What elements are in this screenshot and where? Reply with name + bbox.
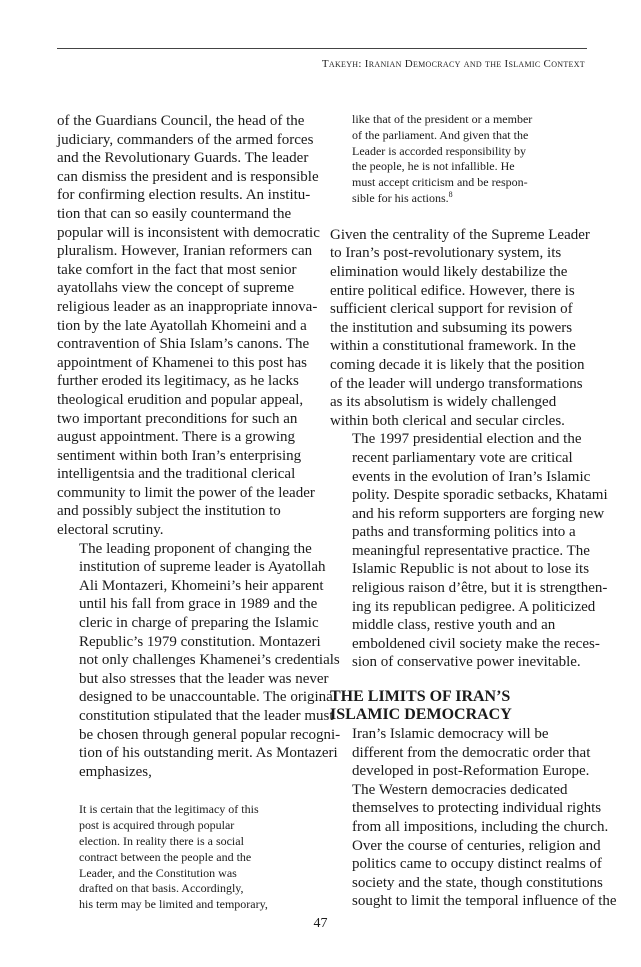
text-line: and his reform supporters are forging new [352,505,605,522]
text-line: take comfort in the fact that most senior [57,261,297,278]
text-line: entire political edifice. However, there is [330,282,575,299]
text-line: developed in post-Reformation Europe. [352,763,590,780]
text-line: drafted on that basis. Accordingly, [79,881,244,896]
text-line: popular will is inconsistent with democratic [57,224,320,241]
left-paragraph-1 [57,112,319,540]
text-line: but also stresses that the leader was never [79,670,329,687]
right-column [330,112,617,911]
text-line: two important preconditions for such an [57,410,298,427]
text-line: be chosen through general popular recogni- [79,726,341,743]
text-line: emphasizes, [79,763,152,780]
text-line: theological erudition and popular appeal, [57,391,304,408]
text-line: The leading proponent of changing the [79,540,312,557]
text-line: community to limit the power of the leader [57,484,315,501]
text-line: coming decade it is likely that the position [330,356,585,373]
text-line: politics came to occupy distinct realms of [352,856,602,873]
text-line: The Western democracies dedicated [352,781,568,798]
text-line: religious leader as an inappropriate innova- [57,298,318,315]
text-line: ayatollahs view the concept of supreme [57,280,294,297]
text-line: emboldened civil society make the reces- [352,635,600,652]
text-line: august appointment. There is a growing [57,429,296,446]
text-line: cleric in charge of preparing the Islamic [79,615,319,632]
text-line: The 1997 presidential election and the [352,431,582,448]
page-number: 47 [313,916,328,931]
text-line: until his fall from grace in 1989 and the [79,596,318,613]
right-paragraph-1 [330,226,588,431]
text-line: institution of supreme leader is Ayatollah [79,559,326,576]
header-rule [57,48,587,49]
text-line: not only challenges Khamenei’s credentials [79,652,340,669]
text-line: for confirming election results. An institu- [57,187,311,204]
text-line: from all impositions, including the church. [352,819,609,835]
text-line: meaningful representative practice. The [352,542,590,559]
text-line: further eroded its legitimacy, as he lacks [57,373,299,390]
text-line: Islamic Republic is not about to lose its [352,561,590,578]
text-line: contract between the people and the [79,849,252,864]
block-quote-end [330,112,588,207]
text-line: elimination would likely destabilize the [330,263,568,280]
text-line: polity. Despite sporadic setbacks, Khatami [352,487,608,504]
text-line: religious raison d’être, but it is strengthen- [352,580,608,597]
text-line: ISLAMIC DEMOCRACY [330,706,512,724]
text-line: contravention of Shia Islam’s canons. The [57,336,310,353]
text-line: Given the centrality of the Supreme Leader [330,226,590,243]
text-line: sufficient clerical support for revision of [330,301,573,318]
quote-end-lines [352,112,568,207]
text-line: Ali Montazeri, Khomeini’s heir apparent [79,577,324,594]
text-line: and the Revolutionary Guards. The leader [57,150,309,167]
footnote-marker: 8 [448,189,453,199]
text-line: Iran’s Islamic democracy will be [352,726,549,743]
text-line: recent parliamentary vote are critical [352,449,573,466]
text-line: of the leader will undergo transformations [330,375,583,392]
text-line: Leader is accorded responsibility by [352,143,526,158]
text-line: appointment of Khamenei to this post has [57,354,307,371]
text-line: middle class, restive youth and an [352,617,556,634]
text-line: sought to limit the temporal influence of the [352,893,617,910]
text-line: themselves to protecting individual rights [352,800,602,817]
text-line: election. In reality there is a social [79,833,244,848]
section-heading [330,688,588,724]
text-line: constitution stipulated that the leader must [79,708,334,724]
right-paragraph-2 [330,430,608,672]
text-line: Republic’s 1979 constitution. Montazeri [79,633,321,650]
text-line: the institution and subsuming its powers [330,319,573,336]
right-paragraph-3 [330,725,617,911]
left-paragraph-2 [57,540,341,782]
block-quote-start [57,802,319,913]
text-line: ing its republican pedigree. A politicized [352,598,596,615]
text-line: like that of the president or a member [352,112,533,126]
text-line: the people, he is not infallible. He [352,159,515,174]
text-line: within both clerical and secular circles. [330,412,565,429]
text-line: of the Guardians Council, the head of the [57,113,305,129]
text-line: his term may be limited and temporary, [79,897,268,912]
text-line: post is acquired through popular [79,818,235,833]
running-head: Takeyh: Iranian Democracy and the Islamic Context [321,58,585,70]
text-line: sion of conservative power inevitable. [352,654,581,671]
text-line: tion by the late Ayatollah Khomeini and a [57,317,307,334]
text-line: tion that can so easily countermand the [57,205,292,222]
text-line: to Iran’s post-revolutionary system, its [330,245,562,262]
left-column [57,112,341,913]
text-line: society and the state, though constitutions [352,874,603,891]
text-line: Over the course of centuries, religion and [352,837,601,854]
text-line: pluralism. However, Iranian reformers can [57,243,313,260]
text-line: sentiment within both Iran’s enterprising [57,447,302,464]
text-line: It is certain that the legitimacy of this [79,802,259,817]
text-line: THE LIMITS OF IRAN’S [330,688,511,706]
text-line: Leader, and the Constitution was [79,865,237,880]
text-line: must accept criticism and be respon- [352,175,528,190]
text-line: electoral scrutiny. [57,522,164,539]
text-line: judiciary, commanders of the armed forces [57,131,314,148]
text-line: events in the evolution of Iran’s Islamic [352,468,591,485]
text-line: tion of his outstanding merit. As Montazeri [79,745,338,762]
text-line: different from the democratic order that [352,744,591,761]
text-line: as its absolutism is widely challenged [330,394,557,411]
text-line: paths and transforming politics into a [352,524,576,541]
text-line: within a constitutional framework. In the [330,338,576,355]
text-line: can dismiss the president and is responsible [57,168,319,185]
text-line: of the parliament. And given that the [352,127,529,142]
text-line: sible for his actions.$^8$ [352,189,453,205]
text-line: designed to be unaccountable. The original [79,689,337,706]
text-line: intelligentsia and the traditional clerical [57,466,296,483]
text-line: and possibly subject the institution to [57,503,281,520]
